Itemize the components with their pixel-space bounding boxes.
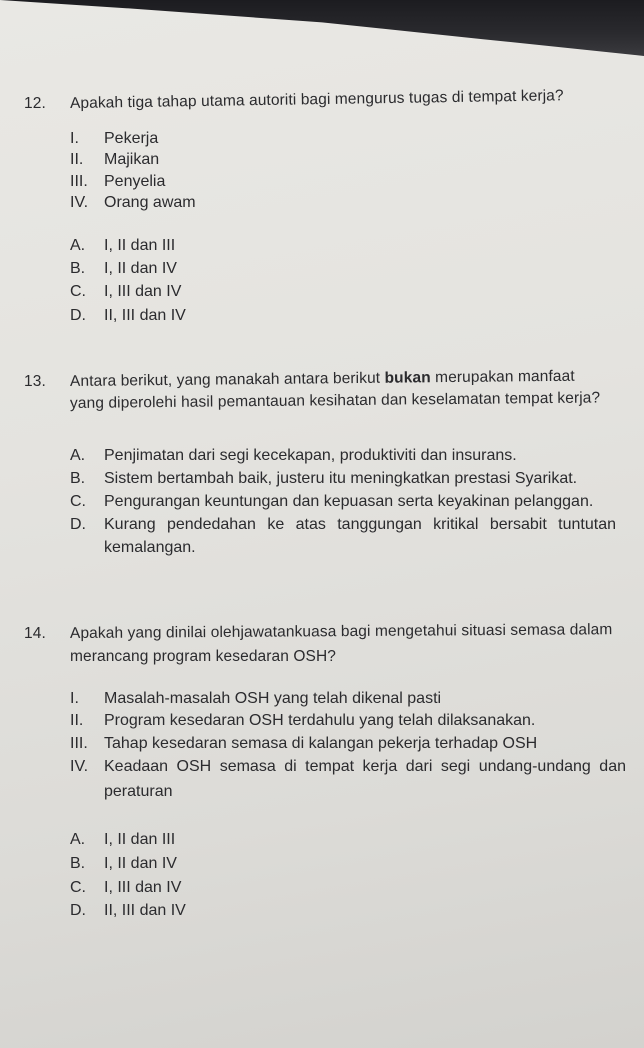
statement-label: I. bbox=[70, 130, 79, 147]
statement-text: Keadaan OSH semasa di tempat kerja dari segi undang-undang dan bbox=[104, 758, 626, 775]
question-text-part: Antara berikut, yang manakah antara berikut bbox=[69, 369, 385, 390]
question-text-line2: yang diperolehi hasil pemantauan kesihatan dan keselamatan tempat kerja? bbox=[69, 389, 601, 412]
option-text: I, II dan III bbox=[104, 831, 176, 848]
statement-text: Pekerja bbox=[104, 130, 159, 147]
option-label: B. bbox=[70, 855, 86, 872]
option-text: Pengurangan keuntungan dan kepuasan serta keyakinan pelanggan. bbox=[104, 493, 594, 510]
option-label: D. bbox=[70, 902, 86, 919]
option-text: Penjimatan dari segi kecekapan, produktiviti dan insurans. bbox=[104, 447, 517, 464]
option-text: I, II dan IV bbox=[104, 855, 177, 872]
option-label: B. bbox=[70, 470, 86, 487]
statement-label: III. bbox=[70, 173, 88, 190]
statement-item bbox=[70, 756, 626, 778]
statement-label: I. bbox=[70, 690, 79, 707]
option-label: D. bbox=[70, 516, 86, 533]
question-text: Apakah tiga tahap utama autoriti bagi mengurus tugas di tempat kerja? bbox=[69, 87, 564, 112]
statement-label: II. bbox=[70, 151, 84, 168]
option-text: I, III dan IV bbox=[104, 879, 182, 896]
option-text: Kurang pendedahan ke atas tanggungan kritikal bersabit tuntutan bbox=[104, 516, 616, 533]
statement-text-line2: peraturan bbox=[104, 783, 173, 800]
statement-text: Penyelia bbox=[104, 173, 166, 190]
question-14 bbox=[0, 623, 644, 668]
question-13 bbox=[0, 367, 644, 415]
question-number: 14. bbox=[24, 625, 46, 642]
option-label: C. bbox=[70, 493, 86, 510]
statement-text: Program kesedaran OSH terdahulu yang telah dilaksanakan. bbox=[104, 712, 536, 729]
statement-label: II. bbox=[70, 712, 84, 729]
statement-text: Tahap kesedaran semasa di kalangan pekerja terhadap OSH bbox=[104, 735, 538, 752]
option-label: A. bbox=[70, 447, 86, 464]
question-text: Apakah yang dinilai olehjawatankuasa bagi mengetahui situasi semasa dalam bbox=[69, 621, 613, 642]
option-label: A. bbox=[70, 831, 86, 848]
option-text: I, II dan III bbox=[104, 237, 176, 254]
option-text: I, III dan IV bbox=[104, 283, 182, 300]
statement-text: Majikan bbox=[104, 151, 160, 168]
statement-label: IV. bbox=[70, 758, 89, 775]
statement-text: Masalah-masalah OSH yang telah dikenal pasti bbox=[104, 690, 442, 707]
option-label: C. bbox=[70, 283, 86, 300]
statement-label: III. bbox=[70, 735, 88, 752]
option-item bbox=[70, 514, 616, 536]
statement-text: Orang awam bbox=[104, 194, 196, 211]
option-label: D. bbox=[70, 307, 86, 324]
option-label: C. bbox=[70, 879, 86, 896]
option-label: A. bbox=[70, 237, 86, 254]
question-text-emphasis: bukan bbox=[384, 369, 431, 387]
option-text: I, II dan IV bbox=[104, 260, 177, 277]
question-number: 12. bbox=[24, 95, 46, 112]
statement-label: IV. bbox=[70, 194, 89, 211]
question-12 bbox=[0, 87, 644, 115]
question-number: 13. bbox=[24, 373, 46, 390]
option-text: II, III dan IV bbox=[104, 307, 186, 324]
option-text-line2: kemalangan. bbox=[104, 539, 196, 556]
question-text-line2: merancang program kesedaran OSH? bbox=[70, 648, 336, 665]
option-label: B. bbox=[70, 260, 86, 277]
question-text-part: merupakan manfaat bbox=[430, 367, 575, 387]
option-text: II, III dan IV bbox=[104, 902, 186, 919]
option-text: Sistem bertambah baik, justeru itu meningkatkan prestasi Syarikat. bbox=[104, 470, 578, 487]
